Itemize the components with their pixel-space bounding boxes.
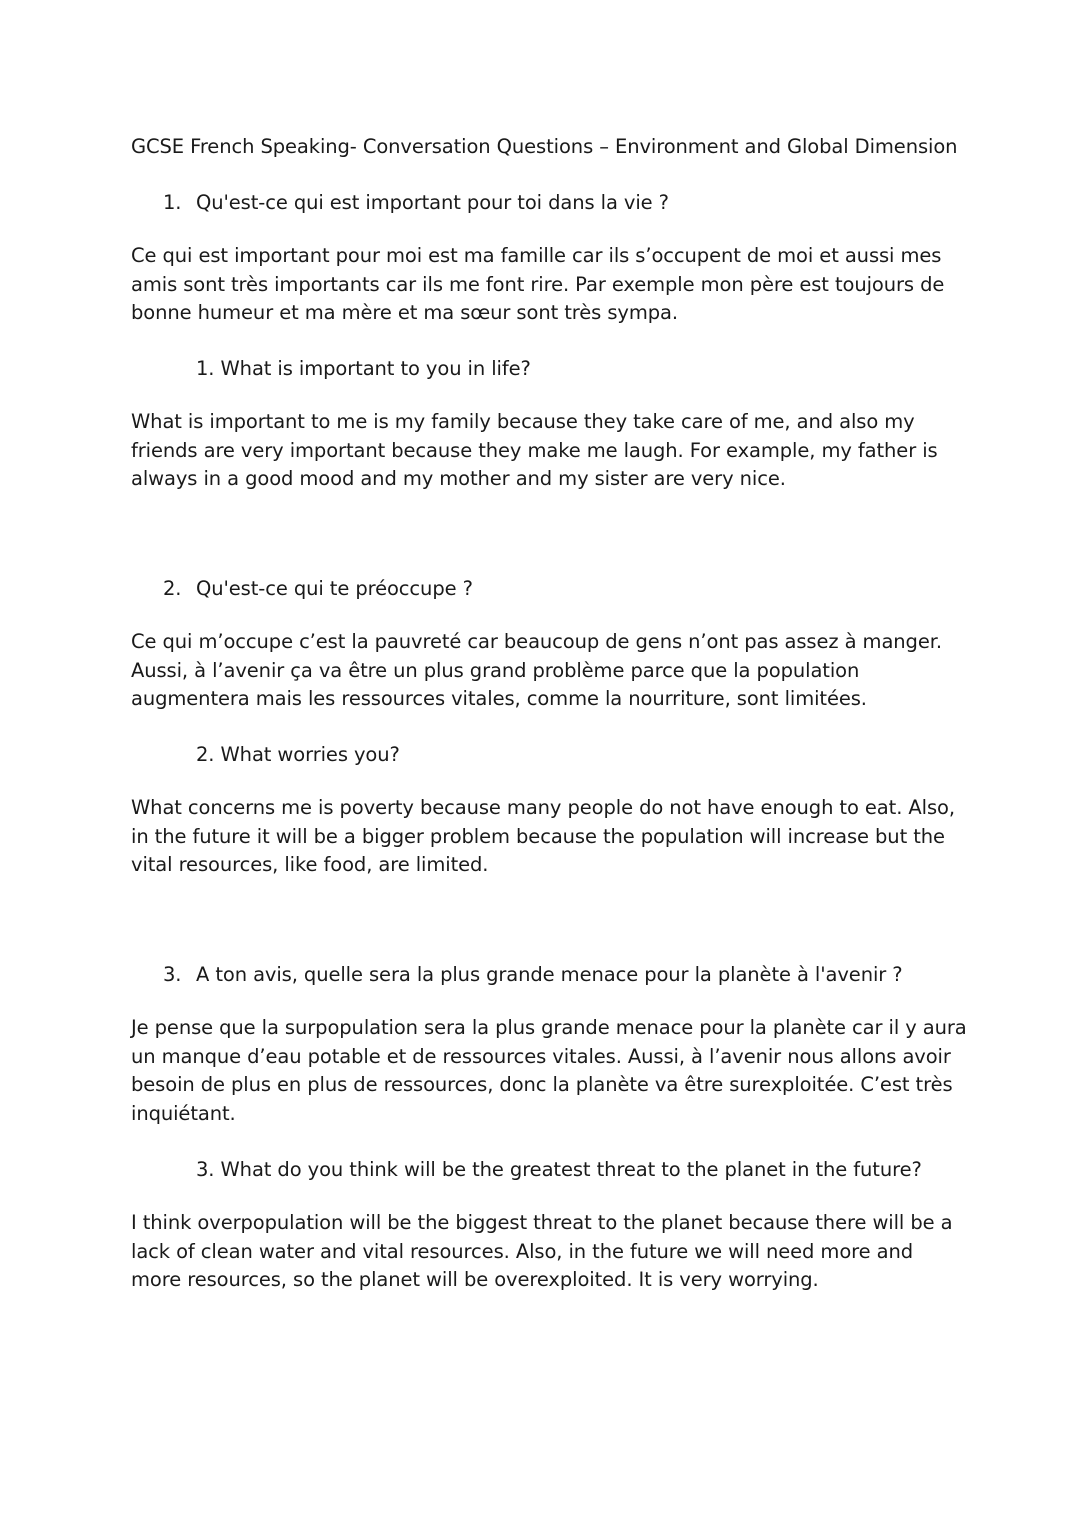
answer-fr-3 (131, 1014, 967, 1128)
answer-line: more resources, so the planet will be overexploited. It is very worrying. (131, 1268, 819, 1292)
answer-line: besoin de plus en plus de ressources, donc la planète va être surexploitée. C’est très (131, 1073, 953, 1097)
answer-line: amis sont très importants car ils me font rire. Par exemple mon père est toujours de (131, 272, 945, 296)
question-number: 2. (163, 577, 182, 600)
answer-line: always in a good mood and my mother and my sister are very nice. (131, 467, 786, 491)
document-title: GCSE French Speaking- Conversation Questions – Environment and Global Dimension (131, 135, 958, 158)
answer-line: What concerns me is poverty because many people do not have enough to eat. Also, (131, 796, 955, 819)
question-number: 3. (163, 963, 182, 986)
question-text: A ton avis, quelle sera la plus grande menace pour la planète à l'avenir ? (196, 963, 903, 986)
answer-line: Aussi, à l’avenir ça va être un plus grand problème parce que la population (131, 658, 860, 682)
answer-line: lack of clean water and vital resources. Also, in the future we will need more and (131, 1239, 914, 1263)
question-text: Qu'est-ce qui est important pour toi dans la vie ? (196, 191, 669, 214)
answer-line: Ce qui est important pour moi est ma famille car ils s’occupent de moi et aussi mes (131, 244, 942, 267)
question-text: Qu'est-ce qui te préoccupe ? (196, 577, 473, 600)
answer-line: What is important to me is my family because they take care of me, and also my (131, 410, 915, 433)
answer-line: Ce qui m’occupe c’est la pauvreté car beaucoup de gens n’ont pas assez à manger. (131, 630, 942, 653)
answer-fr-2 (131, 628, 961, 714)
question-number: 1. (163, 191, 182, 214)
answer-en-3 (131, 1209, 961, 1295)
question-en-2: 2. What worries you? (196, 743, 400, 766)
answer-line: un manque d’eau potable et de ressources vitales. Aussi, à l’avenir nous allons avoir (131, 1044, 951, 1068)
answer-line: vital resources, like food, are limited. (131, 853, 489, 877)
answer-line: bonne humeur et ma mère et ma sœur sont très sympa. (131, 301, 678, 325)
answer-fr-1 (131, 242, 961, 328)
question-en-1: 1. What is important to you in life? (196, 357, 531, 380)
question-en-3: 3. What do you think will be the greatest threat to the planet in the future? (196, 1158, 922, 1181)
answer-line: Je pense que la surpopulation sera la plus grande menace pour la planète car il y aura (131, 1016, 967, 1039)
answer-line: friends are very important because they make me laugh. For example, my father is (131, 438, 938, 462)
answer-line: inquiétant. (131, 1101, 236, 1125)
answer-en-1 (131, 408, 961, 494)
answer-line: I think overpopulation will be the biggest threat to the planet because there will be a (131, 1211, 953, 1234)
answer-en-2 (131, 794, 961, 880)
answer-line: in the future it will be a bigger problem because the population will increase but the (131, 824, 945, 848)
answer-line: augmentera mais les ressources vitales, comme la nourriture, sont limitées. (131, 687, 867, 711)
